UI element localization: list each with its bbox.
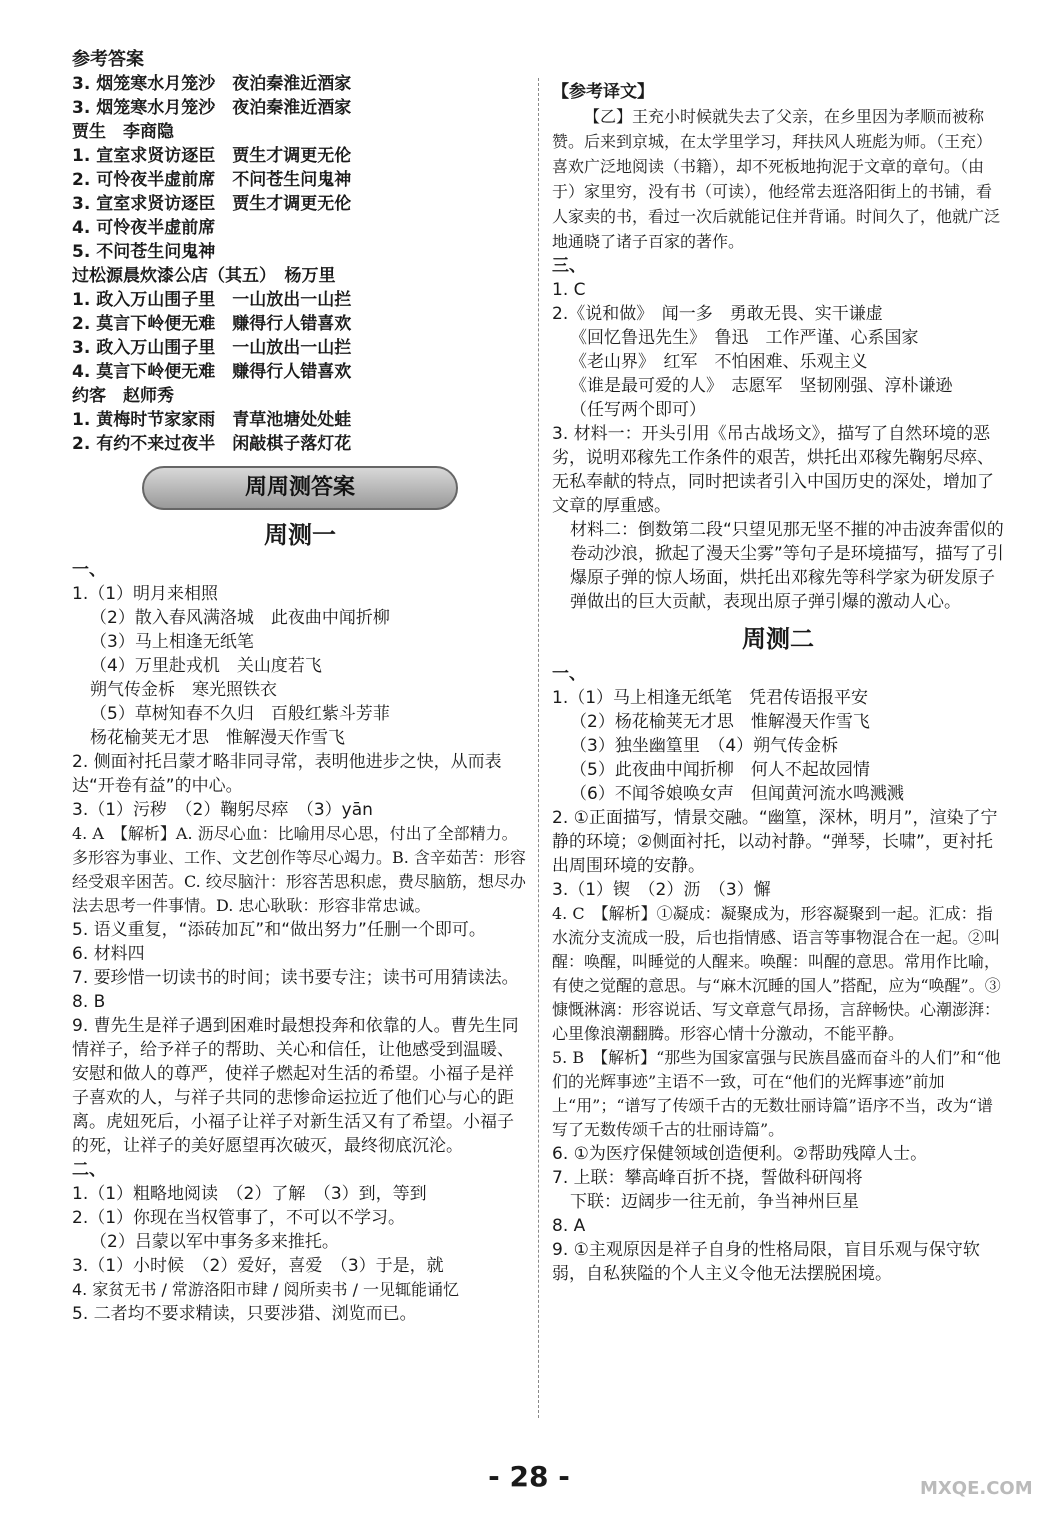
answer-line: （5）草树知春不久归 百般红紫斗芳菲 <box>90 704 390 724</box>
answer-line: 2.《说和做》 闻一多 勇敢无畏、实干谦虚 <box>552 304 883 324</box>
answer-line: 7. 上联：攀高峰百折不挠，誓做科研闯将 <box>552 1168 863 1188</box>
answer-line: 3. 烟笼寒水月笼沙 夜泊秦淮近酒家 <box>72 98 352 118</box>
answer-line: 5. 语义重复，“添砖加瓦”和“做出努力”任删一个即可。 <box>72 920 486 940</box>
answer-line: 2. 有约不来过夜半 闲敲棋子落灯花 <box>72 434 352 454</box>
answer-line: 《回忆鲁迅先生》 鲁迅 工作严谨、心系国家 <box>570 328 919 348</box>
answer-line: 9. ①主观原因是祥子自身的性格局限，盲目乐观与保守软弱，自私狭隘的个人主义令他无法摆脱困境。 <box>552 1240 980 1284</box>
answer-line: （3）独坐幽篁里 （4）朔气传金柝 <box>570 736 839 756</box>
section-header: 参考答案 <box>72 49 144 70</box>
answer-line: （5）此夜曲中闻折柳 何人不起故园情 <box>570 760 870 780</box>
answer-line: 1.（1）明月来相照 <box>72 584 219 604</box>
answer-line: 3. 政入万山围子里 一山放出一山拦 <box>72 338 352 358</box>
answer-line: 6. 材料四 <box>72 944 145 964</box>
left-column <box>72 48 528 1326</box>
answer-line: 2. 侧面衬托吕蒙才略非同寻常，表明他进步之快，从而表达“开卷有益”的中心。 <box>72 752 502 796</box>
translation-title: 【参考译文】 <box>552 82 654 102</box>
answer-line: 5. 不问苍生问鬼神 <box>72 242 216 262</box>
answer-line: 4. 莫言下岭便无难 赚得行人错喜欢 <box>72 362 352 382</box>
answer-line: 3.（1）污秽 （2）鞠躬尽瘁 （3）yān <box>72 800 373 820</box>
answer-line: 1. C <box>552 280 586 300</box>
section-marker: 二、 <box>72 1160 106 1180</box>
answer-line: 材料二：倒数第二段“只望见那无坚不摧的冲击波奔雷似的卷动沙浪，掀起了漫天尘雾”等句子是环境描写，描写了引爆原子弹的惊人场面，烘托出邓稼先等科学家为研发原子弹做出的巨大贡献，表现出原子弹引爆的激动人心。 <box>570 520 1004 612</box>
section-marker: 三、 <box>552 256 586 276</box>
answer-line: （任写两个即可） <box>570 400 706 420</box>
answer-line: （2）吕蒙以军中事务多来推托。 <box>90 1232 339 1252</box>
answer-line: 2. ①正面描写，情景交融。“幽篁，深林，明月”，渲染了宁静的环境；②侧面衬托，以动衬静。“弹琴，长啸”，更衬托出周围环境的安静。 <box>552 808 998 876</box>
answer-line: 1. 宣室求贤访逐臣 贾生才调更无伦 <box>72 146 352 166</box>
poem-title: 贾生 李商隐 <box>72 122 174 142</box>
answer-line: 朔气传金柝 寒光照铁衣 <box>90 680 277 700</box>
column-divider <box>538 78 539 1418</box>
answer-line: 3.（1）锲 （2）沥 （3）懈 <box>552 880 771 900</box>
answer-line: 7. 要珍惜一切读书的时间；读书要专注；读书可用猜读法。 <box>72 968 519 988</box>
answer-line: 1. 黄梅时节家家雨 青草池塘处处蛙 <box>72 410 352 430</box>
week2-title: 周测二 <box>742 625 814 653</box>
weekly-test-banner: 周周测答案 <box>142 466 458 510</box>
answer-line: 8. B <box>72 992 106 1012</box>
answer-line: 2. 可怜夜半虚前席 不问苍生问鬼神 <box>72 170 352 190</box>
week1-title: 周测一 <box>264 521 336 549</box>
poem-title: 约客 赵师秀 <box>72 386 174 406</box>
answer-explanation: 4. A 【解析】A. 沥尽心血：比喻用尽心思，付出了全部精力。多形容为事业、工作、文艺创作等尽心竭力。B. 含辛茹苦：形容经受艰辛困苦。C. 绞尽脑汁：形容苦思积虑，费尽脑筋，想尽办法去思考一件事情。D. 忠心耿耿：形容非常忠诚。 <box>72 824 526 915</box>
answer-line: 1.（1）马上相逢无纸笔 凭君传语报平安 <box>552 688 869 708</box>
answer-line: （6）不闻爷娘唤女声 但闻黄河流水鸣溅溅 <box>570 784 904 804</box>
answer-line: （4）万里赴戎机 关山度若飞 <box>90 656 322 676</box>
answer-line: 3.（1）小时候 （2）爱好，喜爱 （3）于是，就 <box>72 1256 444 1276</box>
answer-explanation: 5. B 【解析】“那些为国家富强与民族昌盛而奋斗的人们”和“他们的光辉事迹”主语不一致，可在“他们的光辉事迹”前加上“用”；“谱写了传颂千古的无数壮丽诗篇”语序不当，改为“谱写了无数传颂千古的壮丽诗篇”。 <box>552 1048 1001 1139</box>
translation-text: 【乙】王充小时候就失去了父亲，在乡里因为孝顺而被称赞。后来到京城，在太学里学习，拜扶风人班彪为师。（王充）喜欢广泛地阅读（书籍），却不死板地拘泥于文章的章句。（由于）家里穷，没有书（可读），他经常去逛洛阳街上的书铺，看人家卖的书，看过一次后就能记住并背诵。时间久了，他就广泛地通晓了诸子百家的著作。 <box>552 107 1001 251</box>
answer-line: 5. 二者均不要求精读，只要涉猎、浏览而已。 <box>72 1304 417 1324</box>
answer-line: 9. 曹先生是祥子遇到困难时最想投奔和依靠的人。曹先生同情祥子，给予祥子的帮助、关心和信任，让他感受到温暖、安慰和做人的尊严，使祥子燃起对生活的希望。小福子是祥子喜欢的人，与祥子共同的悲惨命运拉近了他们心与心的距离。虎妞死后，小福子让祥子对新生活又有了希望。小福子的死，让祥子的美好愿望再次破灭，最终彻底沉沦。 <box>72 1016 519 1156</box>
answer-line: （2）散入春风满洛城 此夜曲中闻折柳 <box>90 608 390 628</box>
answer-line: 1.（1）粗略地阅读 （2）了解 （3）到，等到 <box>72 1184 427 1204</box>
answer-line: 2. 莫言下岭便无难 赚得行人错喜欢 <box>72 314 352 334</box>
poem-title: 过松源晨炊漆公店（其五） 杨万里 <box>72 266 336 286</box>
answer-line: 杨花榆荚无才思 惟解漫天作雪飞 <box>90 728 345 748</box>
answer-line: 下联：迈阔步一往无前，争当神州巨星 <box>570 1192 859 1212</box>
section-marker: 一、 <box>552 664 586 684</box>
right-column <box>552 80 1004 1286</box>
section-marker: 一、 <box>72 560 106 580</box>
answer-line: 3. 烟笼寒水月笼沙 夜泊秦淮近酒家 <box>72 74 352 94</box>
watermark-logo: MXQE.COM <box>920 1478 1033 1499</box>
answer-explanation: 4. C 【解析】①凝成：凝聚成为，形容凝聚到一起。汇成：指水流分支流成一股，后也指情感、语言等事物混合在一起。②叫醒：唤醒，叫睡觉的人醒来。唤醒：叫醒的意思。常用作比喻，有使之觉醒的意思。与“麻木沉睡的国人”搭配，应为“唤醒”。③慷慨淋漓：形容说话、写文章意气昂扬，言辞畅快。心潮澎湃：心里像浪潮翻腾。形容心情十分激动，不能平静。 <box>552 904 1001 1043</box>
answer-line: 6. ①为医疗保健领域创造便利。②帮助残障人士。 <box>552 1144 928 1164</box>
answer-line: 《谁是最可爱的人》 志愿军 坚韧刚强、淳朴谦逊 <box>570 376 953 396</box>
page-number: - 28 - <box>488 1460 570 1493</box>
answer-line: 3. 宣室求贤访逐臣 贾生才调更无伦 <box>72 194 352 214</box>
answer-line: 8. A <box>552 1216 586 1236</box>
answer-line: 4. 可怜夜半虚前席 <box>72 218 216 238</box>
answer-line: 1. 政入万山围子里 一山放出一山拦 <box>72 290 352 310</box>
answer-line: 2.（1）你现在当权管事了，不可以不学习。 <box>72 1208 406 1228</box>
answer-line: （2）杨花榆荚无才思 惟解漫天作雪飞 <box>570 712 870 732</box>
answer-line: 4. 家贫无书 / 常游洛阳市肆 / 阅所卖书 / 一见辄能诵忆 <box>72 1280 460 1299</box>
answer-line: （3）马上相逢无纸笔 <box>90 632 254 652</box>
answer-line: 《老山界》 红军 不怕困难、乐观主义 <box>570 352 868 372</box>
answer-line: 3. 材料一：开头引用《吊古战场文》，描写了自然环境的恶劣，说明邓稼先工作条件的艰苦，烘托出邓稼先鞠躬尽瘁、无私奉献的特点，同时把读者引入中国历史的深处，增加了文章的厚重感。 <box>552 424 994 516</box>
